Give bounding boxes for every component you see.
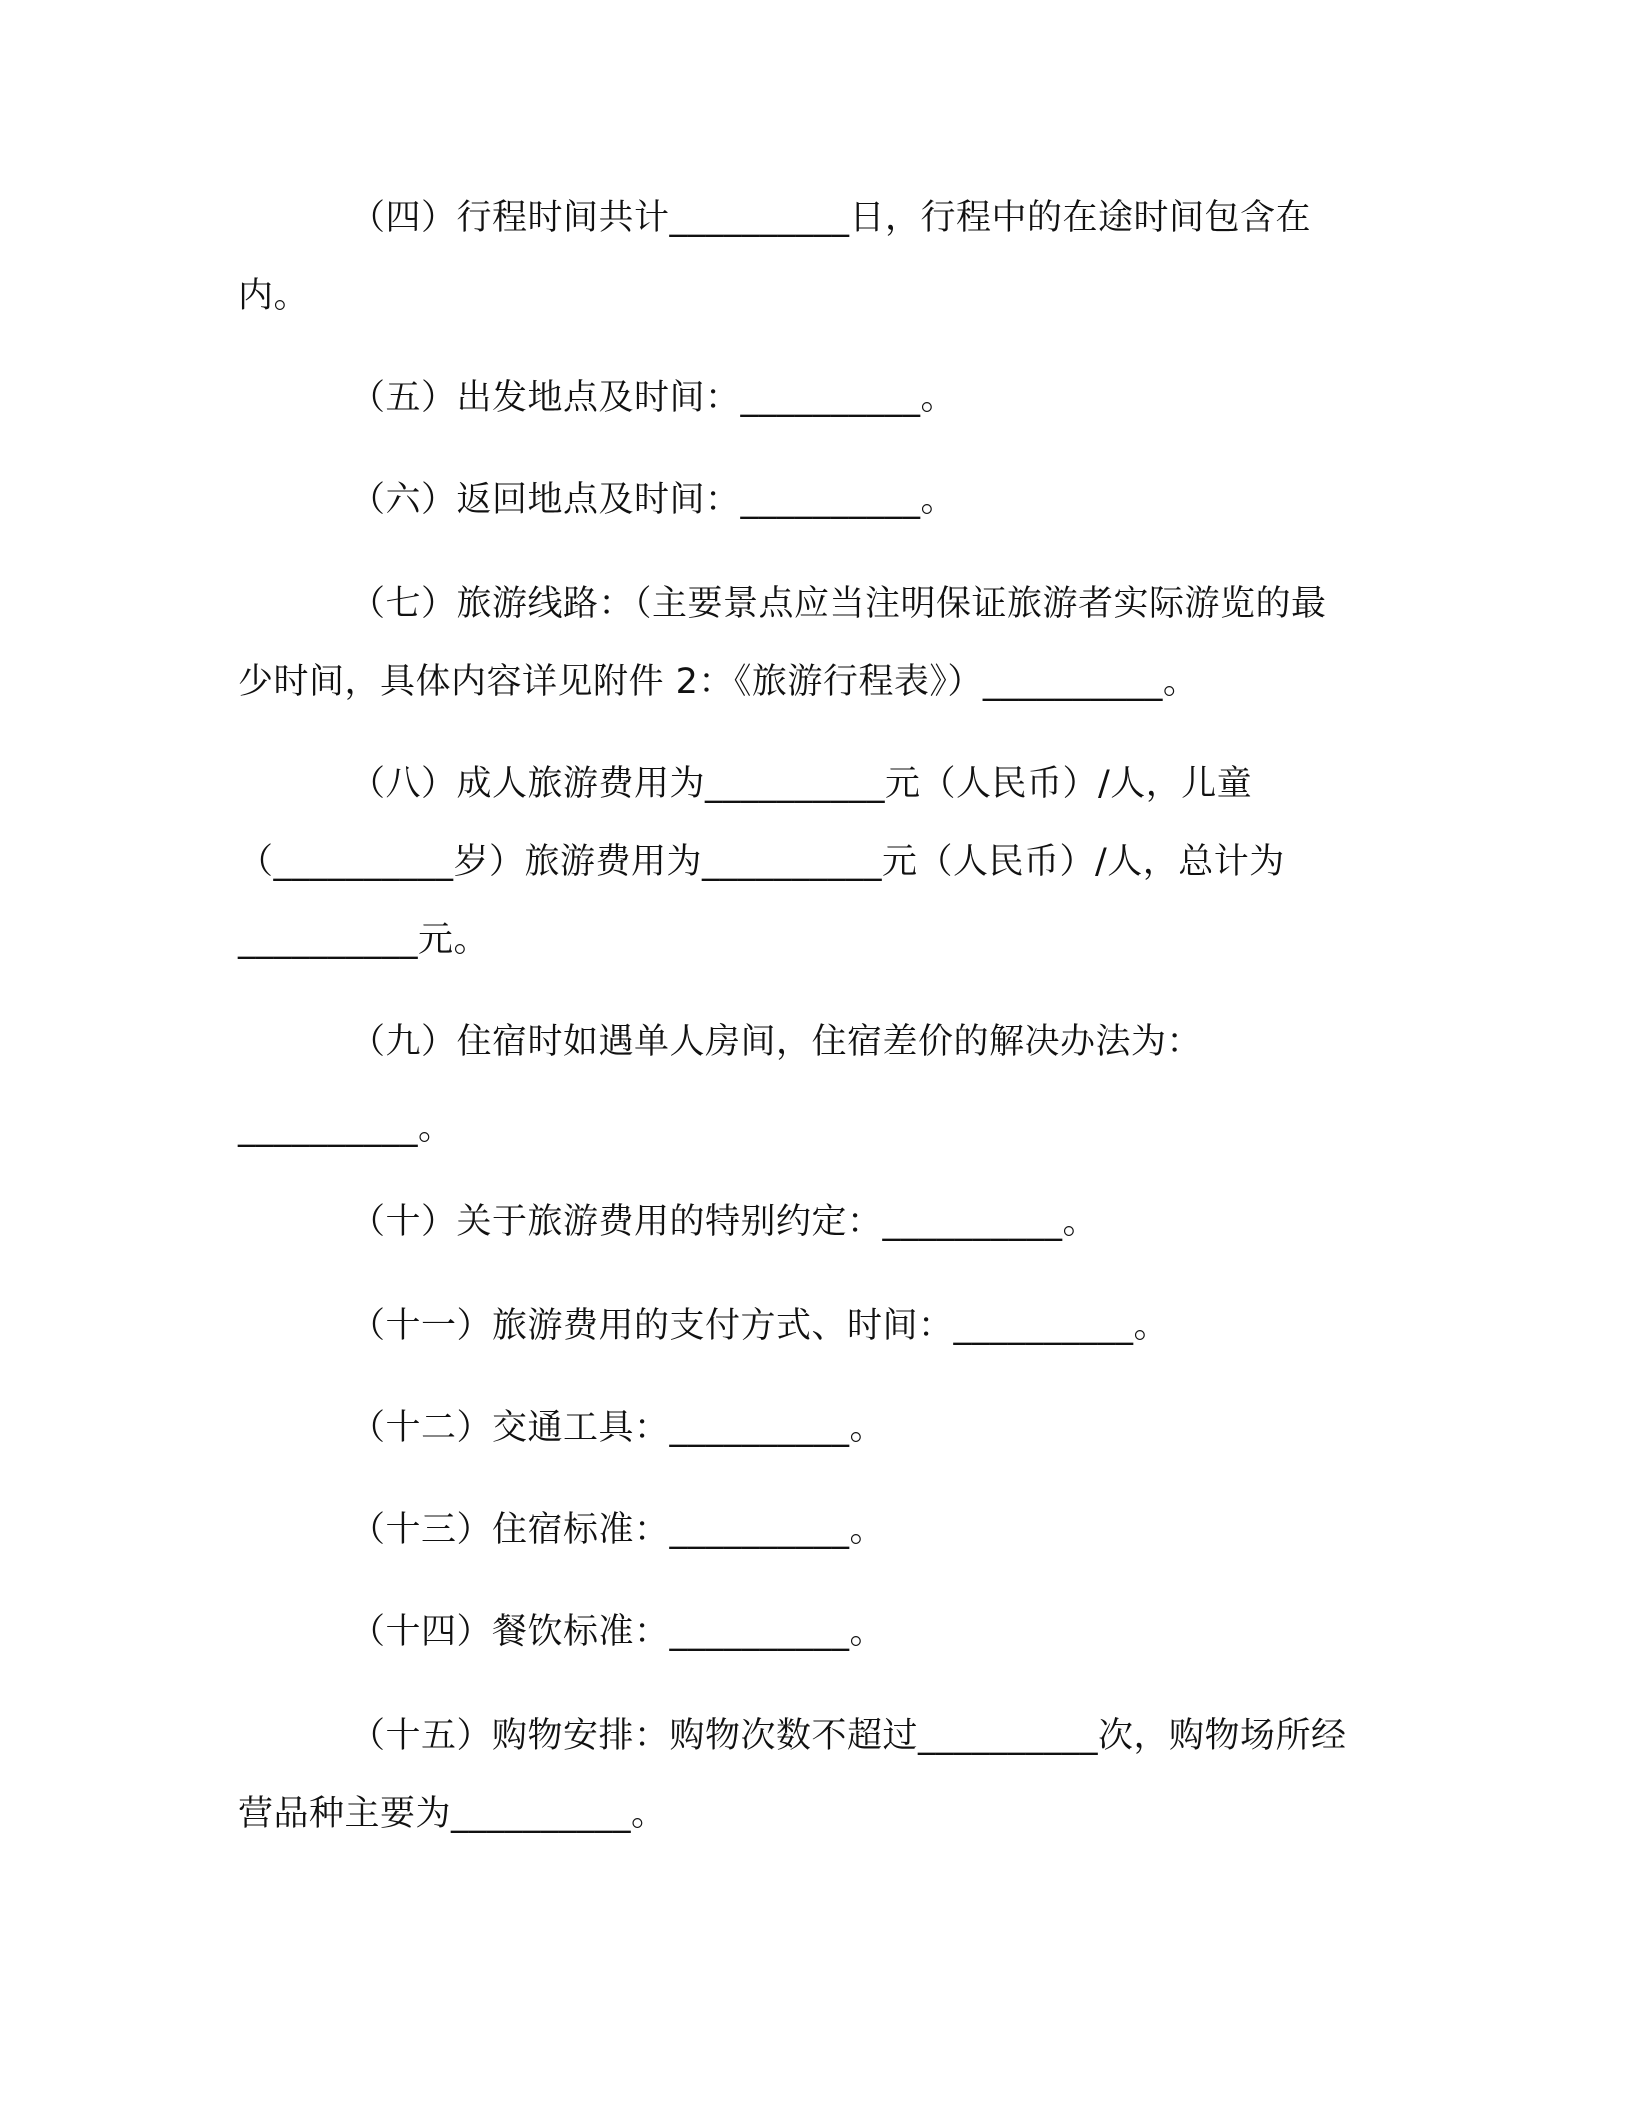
clause-10-line-1: （十）关于旅游费用的特别约定：__________。	[350, 1202, 1099, 1242]
clause-14-line-1: （十四）餐饮标准：__________。	[350, 1612, 886, 1652]
clause-11-line-1: （十一）旅游费用的支付方式、时间：__________。	[350, 1306, 1170, 1346]
clause-4-line-2: 内。	[238, 276, 310, 316]
clause-8-line-3: __________元。	[238, 920, 490, 960]
clause-13-line-1: （十三）住宿标准：__________。	[350, 1510, 886, 1550]
clause-15-line-2: 营品种主要为__________。	[238, 1794, 667, 1834]
clause-12-line-1: （十二）交通工具：__________。	[350, 1408, 886, 1448]
clause-9-line-2: __________。	[238, 1108, 454, 1148]
clause-4-line-1: （四）行程时间共计__________日，行程中的在途时间包含在	[350, 198, 1312, 238]
clause-8-line-1: （八）成人旅游费用为__________元（人民币）/人，儿童	[350, 764, 1253, 804]
clause-6-line-1: （六）返回地点及时间：__________。	[350, 480, 957, 520]
clause-8-line-2: （__________岁）旅游费用为__________元（人民币）/人，总计为	[238, 842, 1285, 882]
clause-7-line-2: 少时间，具体内容详见附件 2：《旅游行程表》）__________。	[238, 662, 1199, 702]
clause-5-line-1: （五）出发地点及时间：__________。	[350, 378, 957, 418]
clause-7-line-1: （七）旅游线路：（主要景点应当注明保证旅游者实际游览的最	[350, 584, 1327, 624]
clause-15-line-1: （十五）购物安排：购物次数不超过__________次，购物场所经	[350, 1716, 1347, 1756]
clause-9-line-1: （九）住宿时如遇单人房间，住宿差价的解决办法为：	[350, 1022, 1203, 1062]
